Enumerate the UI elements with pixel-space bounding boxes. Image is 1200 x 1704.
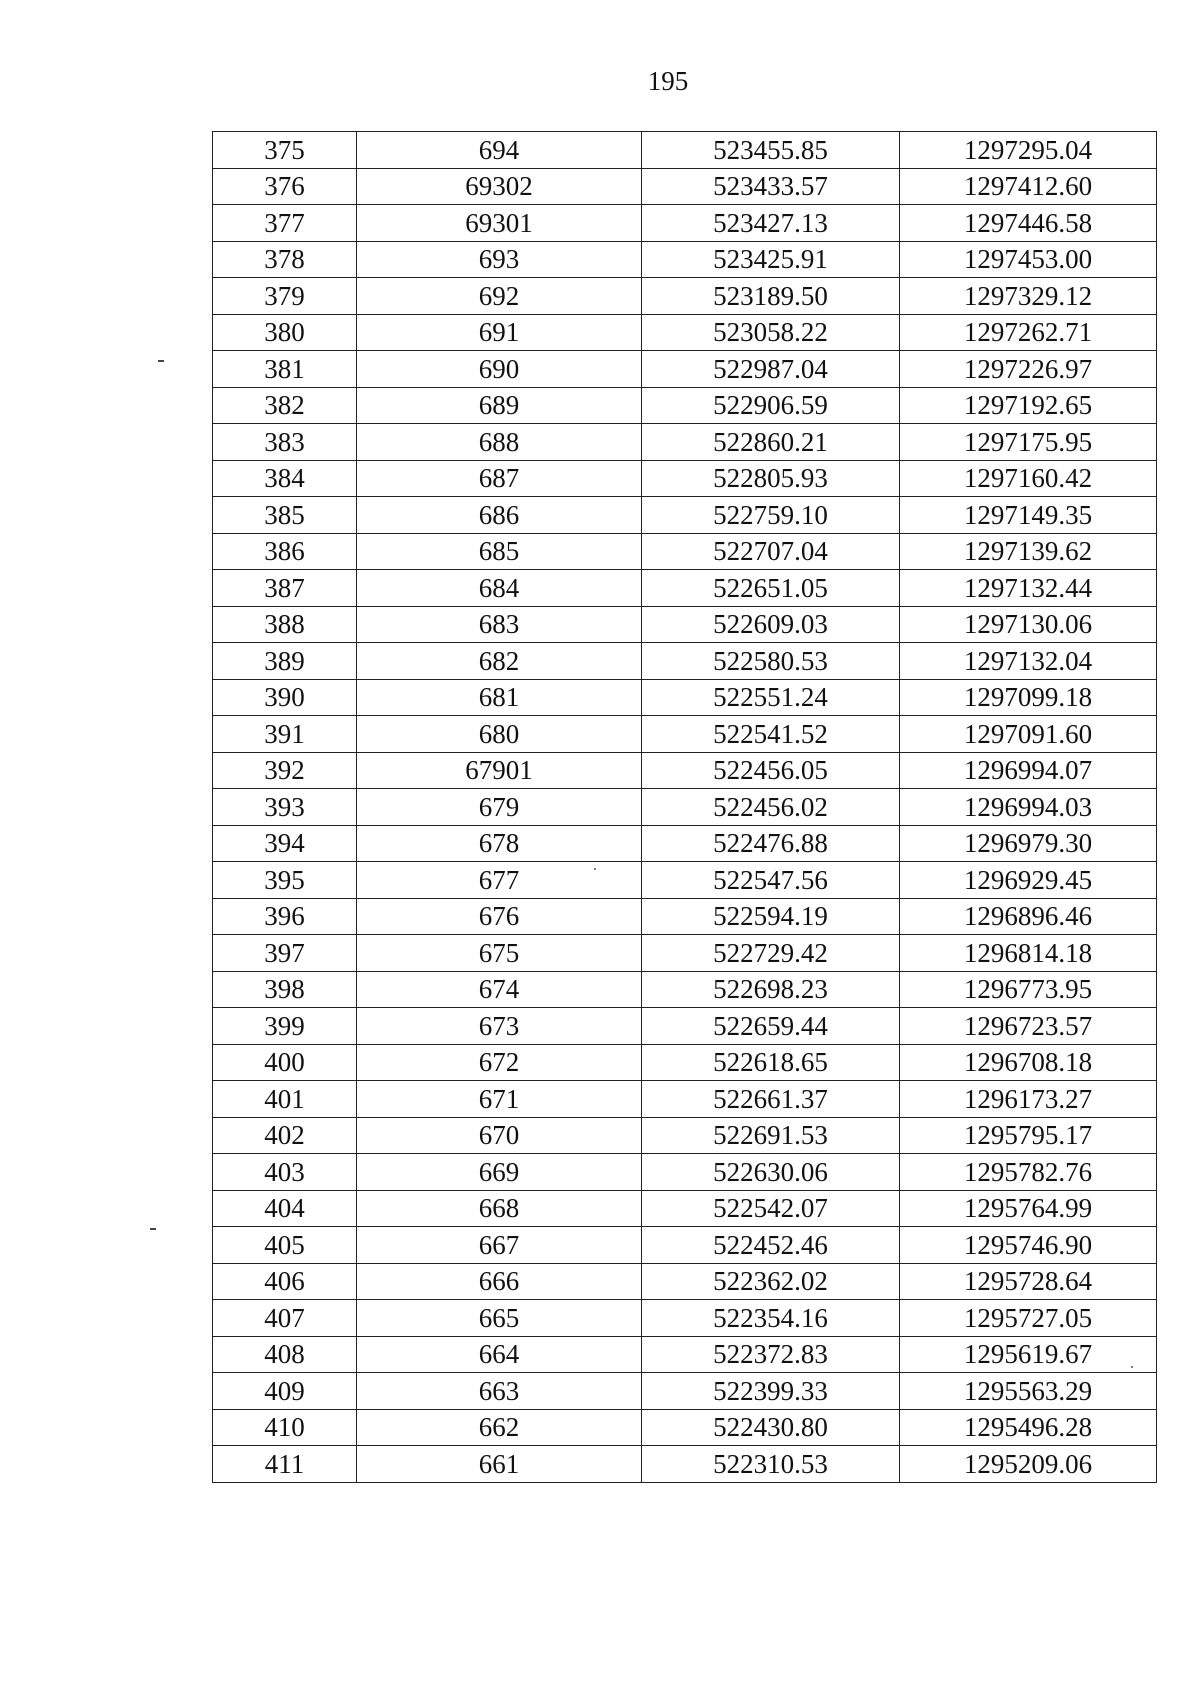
x-coordinate-cell: 522310.53	[642, 1446, 900, 1483]
table-row	[213, 752, 1157, 789]
point-number-cell: 393	[213, 789, 357, 826]
table-row	[213, 1446, 1157, 1483]
table-row	[213, 132, 1157, 169]
y-coordinate-cell: 1296979.30	[900, 825, 1157, 862]
table-row	[213, 935, 1157, 972]
table-row	[213, 1044, 1157, 1081]
table-row	[213, 497, 1157, 534]
table-row	[213, 168, 1157, 205]
code-cell: 665	[357, 1300, 642, 1337]
table-row	[213, 278, 1157, 315]
x-coordinate-cell: 522987.04	[642, 351, 900, 388]
code-cell: 679	[357, 789, 642, 826]
y-coordinate-cell: 1295782.76	[900, 1154, 1157, 1191]
y-coordinate-cell: 1296814.18	[900, 935, 1157, 972]
scan-speck	[1131, 1366, 1133, 1368]
point-number-cell: 394	[213, 825, 357, 862]
y-coordinate-cell: 1295727.05	[900, 1300, 1157, 1337]
x-coordinate-cell: 522541.52	[642, 716, 900, 753]
code-cell: 69301	[357, 205, 642, 242]
x-coordinate-cell: 522542.07	[642, 1190, 900, 1227]
x-coordinate-cell: 522430.80	[642, 1409, 900, 1446]
y-coordinate-cell: 1297295.04	[900, 132, 1157, 169]
code-cell: 667	[357, 1227, 642, 1264]
margin-mark	[150, 1228, 156, 1230]
table-row	[213, 241, 1157, 278]
scan-speck	[594, 868, 596, 870]
table-row	[213, 898, 1157, 935]
x-coordinate-cell: 522399.33	[642, 1373, 900, 1410]
y-coordinate-cell: 1296929.45	[900, 862, 1157, 899]
point-number-cell: 391	[213, 716, 357, 753]
table-row	[213, 606, 1157, 643]
x-coordinate-cell: 522805.93	[642, 460, 900, 497]
point-number-cell: 398	[213, 971, 357, 1008]
code-cell: 688	[357, 424, 642, 461]
y-coordinate-cell: 1295746.90	[900, 1227, 1157, 1264]
x-coordinate-cell: 522594.19	[642, 898, 900, 935]
table-row	[213, 533, 1157, 570]
x-coordinate-cell: 522547.56	[642, 862, 900, 899]
x-coordinate-cell: 522659.44	[642, 1008, 900, 1045]
point-number-cell: 399	[213, 1008, 357, 1045]
table-row	[213, 716, 1157, 753]
x-coordinate-cell: 522362.02	[642, 1263, 900, 1300]
x-coordinate-cell: 522661.37	[642, 1081, 900, 1118]
point-number-cell: 384	[213, 460, 357, 497]
x-coordinate-cell: 522707.04	[642, 533, 900, 570]
table-row	[213, 862, 1157, 899]
code-cell: 675	[357, 935, 642, 972]
table-row	[213, 1263, 1157, 1300]
y-coordinate-cell: 1297099.18	[900, 679, 1157, 716]
y-coordinate-cell: 1296994.07	[900, 752, 1157, 789]
code-cell: 690	[357, 351, 642, 388]
y-coordinate-cell: 1297132.44	[900, 570, 1157, 607]
y-coordinate-cell: 1297132.04	[900, 643, 1157, 680]
code-cell: 686	[357, 497, 642, 534]
table-row	[213, 1373, 1157, 1410]
code-cell: 666	[357, 1263, 642, 1300]
x-coordinate-cell: 522476.88	[642, 825, 900, 862]
point-number-cell: 401	[213, 1081, 357, 1118]
table-row	[213, 1117, 1157, 1154]
table-row	[213, 460, 1157, 497]
point-number-cell: 395	[213, 862, 357, 899]
y-coordinate-cell: 1297091.60	[900, 716, 1157, 753]
point-number-cell: 400	[213, 1044, 357, 1081]
y-coordinate-cell: 1296173.27	[900, 1081, 1157, 1118]
table-row	[213, 387, 1157, 424]
point-number-cell: 387	[213, 570, 357, 607]
y-coordinate-cell: 1297149.35	[900, 497, 1157, 534]
code-cell: 684	[357, 570, 642, 607]
code-cell: 685	[357, 533, 642, 570]
y-coordinate-cell: 1297226.97	[900, 351, 1157, 388]
y-coordinate-cell: 1295764.99	[900, 1190, 1157, 1227]
table-row	[213, 351, 1157, 388]
code-cell: 67901	[357, 752, 642, 789]
table-row	[213, 643, 1157, 680]
point-number-cell: 392	[213, 752, 357, 789]
y-coordinate-cell: 1297262.71	[900, 314, 1157, 351]
code-cell: 671	[357, 1081, 642, 1118]
point-number-cell: 383	[213, 424, 357, 461]
x-coordinate-cell: 523425.91	[642, 241, 900, 278]
x-coordinate-cell: 522651.05	[642, 570, 900, 607]
y-coordinate-cell: 1296708.18	[900, 1044, 1157, 1081]
point-number-cell: 386	[213, 533, 357, 570]
x-coordinate-cell: 522618.65	[642, 1044, 900, 1081]
y-coordinate-cell: 1297130.06	[900, 606, 1157, 643]
table-row	[213, 1227, 1157, 1264]
code-cell: 680	[357, 716, 642, 753]
point-number-cell: 405	[213, 1227, 357, 1264]
table-row	[213, 1081, 1157, 1118]
x-coordinate-cell: 522630.06	[642, 1154, 900, 1191]
x-coordinate-cell: 523433.57	[642, 168, 900, 205]
code-cell: 678	[357, 825, 642, 862]
y-coordinate-cell: 1295795.17	[900, 1117, 1157, 1154]
y-coordinate-cell: 1296896.46	[900, 898, 1157, 935]
table-row	[213, 789, 1157, 826]
code-cell: 683	[357, 606, 642, 643]
table-row	[213, 1336, 1157, 1373]
point-number-cell: 406	[213, 1263, 357, 1300]
point-number-cell: 402	[213, 1117, 357, 1154]
y-coordinate-cell: 1297329.12	[900, 278, 1157, 315]
code-cell: 687	[357, 460, 642, 497]
y-coordinate-cell: 1296994.03	[900, 789, 1157, 826]
point-number-cell: 390	[213, 679, 357, 716]
point-number-cell: 407	[213, 1300, 357, 1337]
point-number-cell: 389	[213, 643, 357, 680]
code-cell: 694	[357, 132, 642, 169]
x-coordinate-cell: 523427.13	[642, 205, 900, 242]
y-coordinate-cell: 1297446.58	[900, 205, 1157, 242]
point-number-cell: 388	[213, 606, 357, 643]
table-row	[213, 1300, 1157, 1337]
code-cell: 681	[357, 679, 642, 716]
x-coordinate-cell: 522729.42	[642, 935, 900, 972]
y-coordinate-cell: 1297412.60	[900, 168, 1157, 205]
coordinates-table	[212, 131, 1157, 1483]
code-cell: 661	[357, 1446, 642, 1483]
y-coordinate-cell: 1296723.57	[900, 1008, 1157, 1045]
point-number-cell: 375	[213, 132, 357, 169]
point-number-cell: 382	[213, 387, 357, 424]
y-coordinate-cell: 1295728.64	[900, 1263, 1157, 1300]
code-cell: 677	[357, 862, 642, 899]
table-row	[213, 971, 1157, 1008]
point-number-cell: 378	[213, 241, 357, 278]
table-row	[213, 1190, 1157, 1227]
table-row	[213, 205, 1157, 242]
table-row	[213, 1409, 1157, 1446]
x-coordinate-cell: 523189.50	[642, 278, 900, 315]
table-row	[213, 570, 1157, 607]
y-coordinate-cell: 1295563.29	[900, 1373, 1157, 1410]
code-cell: 662	[357, 1409, 642, 1446]
point-number-cell: 385	[213, 497, 357, 534]
code-cell: 670	[357, 1117, 642, 1154]
table-body	[213, 132, 1157, 1483]
x-coordinate-cell: 522609.03	[642, 606, 900, 643]
point-number-cell: 380	[213, 314, 357, 351]
code-cell: 676	[357, 898, 642, 935]
table-row	[213, 424, 1157, 461]
x-coordinate-cell: 522906.59	[642, 387, 900, 424]
margin-mark	[158, 360, 164, 362]
x-coordinate-cell: 522456.02	[642, 789, 900, 826]
x-coordinate-cell: 523455.85	[642, 132, 900, 169]
table-row	[213, 1154, 1157, 1191]
code-cell: 693	[357, 241, 642, 278]
y-coordinate-cell: 1295209.06	[900, 1446, 1157, 1483]
point-number-cell: 396	[213, 898, 357, 935]
x-coordinate-cell: 523058.22	[642, 314, 900, 351]
code-cell: 691	[357, 314, 642, 351]
y-coordinate-cell: 1295496.28	[900, 1409, 1157, 1446]
code-cell: 674	[357, 971, 642, 1008]
x-coordinate-cell: 522354.16	[642, 1300, 900, 1337]
code-cell: 673	[357, 1008, 642, 1045]
page-number: 195	[647, 66, 689, 96]
table-row	[213, 825, 1157, 862]
code-cell: 664	[357, 1336, 642, 1373]
point-number-cell: 404	[213, 1190, 357, 1227]
point-number-cell: 411	[213, 1446, 357, 1483]
point-number-cell: 381	[213, 351, 357, 388]
point-number-cell: 403	[213, 1154, 357, 1191]
code-cell: 689	[357, 387, 642, 424]
x-coordinate-cell: 522698.23	[642, 971, 900, 1008]
point-number-cell: 410	[213, 1409, 357, 1446]
code-cell: 668	[357, 1190, 642, 1227]
point-number-cell: 397	[213, 935, 357, 972]
y-coordinate-cell: 1297139.62	[900, 533, 1157, 570]
x-coordinate-cell: 522372.83	[642, 1336, 900, 1373]
y-coordinate-cell: 1297192.65	[900, 387, 1157, 424]
x-coordinate-cell: 522691.53	[642, 1117, 900, 1154]
x-coordinate-cell: 522551.24	[642, 679, 900, 716]
code-cell: 663	[357, 1373, 642, 1410]
table-row	[213, 1008, 1157, 1045]
y-coordinate-cell: 1297160.42	[900, 460, 1157, 497]
x-coordinate-cell: 522759.10	[642, 497, 900, 534]
y-coordinate-cell: 1295619.67	[900, 1336, 1157, 1373]
code-cell: 672	[357, 1044, 642, 1081]
x-coordinate-cell: 522452.46	[642, 1227, 900, 1264]
point-number-cell: 409	[213, 1373, 357, 1410]
table-row	[213, 679, 1157, 716]
code-cell: 669	[357, 1154, 642, 1191]
point-number-cell: 376	[213, 168, 357, 205]
point-number-cell: 379	[213, 278, 357, 315]
code-cell: 682	[357, 643, 642, 680]
code-cell: 69302	[357, 168, 642, 205]
x-coordinate-cell: 522860.21	[642, 424, 900, 461]
code-cell: 692	[357, 278, 642, 315]
x-coordinate-cell: 522456.05	[642, 752, 900, 789]
y-coordinate-cell: 1297175.95	[900, 424, 1157, 461]
table-row	[213, 314, 1157, 351]
point-number-cell: 377	[213, 205, 357, 242]
x-coordinate-cell: 522580.53	[642, 643, 900, 680]
y-coordinate-cell: 1297453.00	[900, 241, 1157, 278]
y-coordinate-cell: 1296773.95	[900, 971, 1157, 1008]
point-number-cell: 408	[213, 1336, 357, 1373]
